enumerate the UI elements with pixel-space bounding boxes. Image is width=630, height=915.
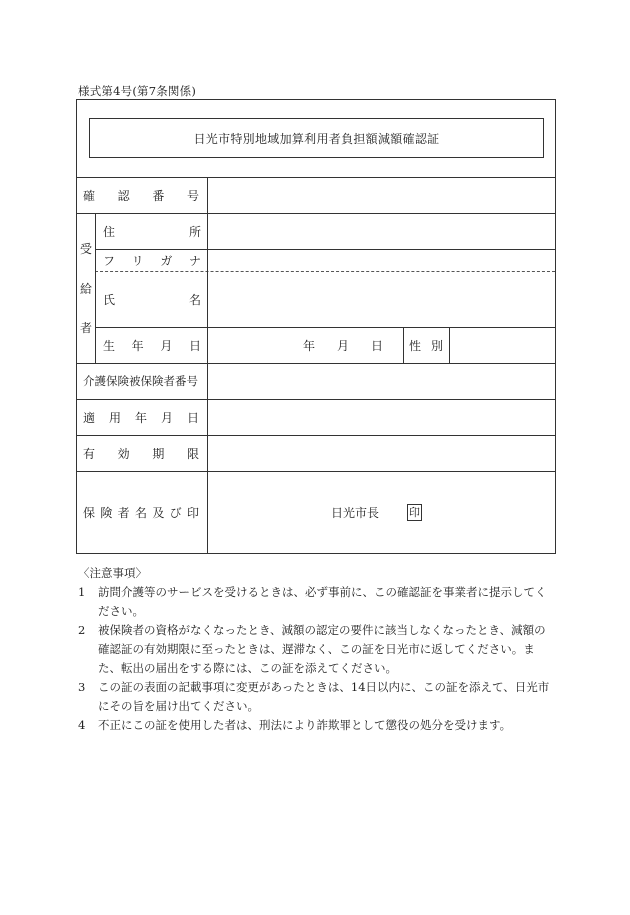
date-unit: 月 bbox=[336, 338, 349, 353]
label-char: ガ bbox=[160, 253, 173, 268]
label-char: 月 bbox=[160, 410, 173, 425]
label-char: 印 bbox=[186, 505, 199, 520]
label-char: フ bbox=[103, 253, 116, 268]
label-char: 用 bbox=[108, 410, 121, 425]
furigana-label bbox=[103, 249, 201, 271]
label-char: リ bbox=[131, 253, 144, 268]
label-char: 適 bbox=[83, 410, 96, 425]
note-item bbox=[78, 678, 556, 716]
label-char: 者 bbox=[79, 321, 92, 335]
insurer-label bbox=[83, 471, 199, 553]
recipient-label bbox=[77, 240, 95, 336]
label-char: 確 bbox=[83, 188, 96, 203]
insurer-value bbox=[331, 471, 491, 553]
notes-heading: 〈注意事項〉 bbox=[78, 566, 147, 580]
note-text: 被保険者の資格がなくなったとき、減額の認定の要件に該当しなくなったとき、減額の確認証の有効期限に至ったときは、遅滞なく、この証を日光市に返してください。また、転出の届出をする際には、この証を添えてください。 bbox=[98, 623, 546, 675]
label-char: 及 bbox=[152, 505, 165, 520]
form-number-label: 様式第4号(第7条関係) bbox=[78, 84, 197, 98]
note-number: 4 bbox=[78, 718, 86, 732]
birth-date-value bbox=[303, 327, 383, 363]
label-char: 保 bbox=[83, 505, 96, 520]
note-text: 不正にこの証を使用した者は、刑法により詐欺罪として懲役の処分を受けます。 bbox=[98, 718, 512, 732]
label-char: ナ bbox=[188, 253, 201, 268]
label-char: 期 bbox=[152, 446, 165, 461]
gender-label bbox=[409, 327, 443, 363]
label-char: 認 bbox=[117, 188, 130, 203]
label-char: 住 bbox=[103, 224, 116, 239]
label-column-divider bbox=[207, 177, 208, 553]
label-char: 番 bbox=[152, 188, 165, 203]
confirmation-number-label bbox=[83, 177, 199, 213]
label-char: 受 bbox=[79, 242, 92, 256]
label-char: 者 bbox=[117, 505, 130, 520]
label-char: 名 bbox=[188, 292, 201, 307]
application-date-label bbox=[83, 399, 199, 435]
gender-divider bbox=[403, 327, 404, 363]
birth-date-label bbox=[103, 327, 201, 363]
note-number: 3 bbox=[78, 680, 86, 694]
label-char: 日 bbox=[186, 410, 199, 425]
label-char: 月 bbox=[160, 338, 173, 353]
recipient-column-divider bbox=[95, 213, 96, 363]
label-char: 日 bbox=[188, 338, 201, 353]
label-char: 年 bbox=[134, 410, 147, 425]
mayor-title: 日光市長 bbox=[331, 505, 380, 520]
label-char: 有 bbox=[83, 446, 96, 461]
label-char: 限 bbox=[186, 446, 199, 461]
form-title: 日光市特別地域加算利用者負担額減額確認証 bbox=[89, 118, 544, 158]
gender-divider bbox=[449, 327, 450, 363]
label-char: 氏 bbox=[103, 292, 116, 307]
note-text: この証の表面の記載事項に変更があったときは、14日以内に、この証を添えて、日光市にその旨を届け出てください。 bbox=[98, 680, 550, 713]
seal-stamp-mark: 印 bbox=[407, 504, 422, 521]
label-char: 給 bbox=[79, 281, 92, 296]
label-char: 名 bbox=[134, 505, 147, 520]
label-char: 効 bbox=[117, 446, 130, 461]
note-item bbox=[78, 583, 556, 621]
label-char: び bbox=[169, 505, 182, 520]
label-char: 別 bbox=[430, 338, 443, 353]
label-char: 号 bbox=[186, 188, 199, 203]
note-number: 2 bbox=[78, 623, 86, 637]
note-text: 訪問介護等のサービスを受けるときは、必ず事前に、この確認証を事業者に提示してください。 bbox=[98, 585, 547, 618]
date-unit: 年 bbox=[303, 338, 316, 353]
notes-section bbox=[78, 564, 556, 735]
note-item bbox=[78, 621, 556, 678]
note-item bbox=[78, 716, 556, 735]
note-number: 1 bbox=[78, 585, 86, 599]
expiry-label bbox=[83, 435, 199, 471]
label-char: 所 bbox=[188, 224, 201, 239]
certificate-form bbox=[76, 99, 556, 554]
label-char: 年 bbox=[131, 338, 144, 353]
label-char: 生 bbox=[103, 338, 116, 353]
address-label bbox=[103, 213, 201, 249]
date-unit: 日 bbox=[370, 338, 383, 353]
label-char: 性 bbox=[409, 338, 422, 353]
name-label bbox=[103, 271, 201, 327]
label-char: 険 bbox=[100, 505, 113, 520]
insured-number-label: 介護保険被保険者番号 bbox=[83, 374, 198, 388]
